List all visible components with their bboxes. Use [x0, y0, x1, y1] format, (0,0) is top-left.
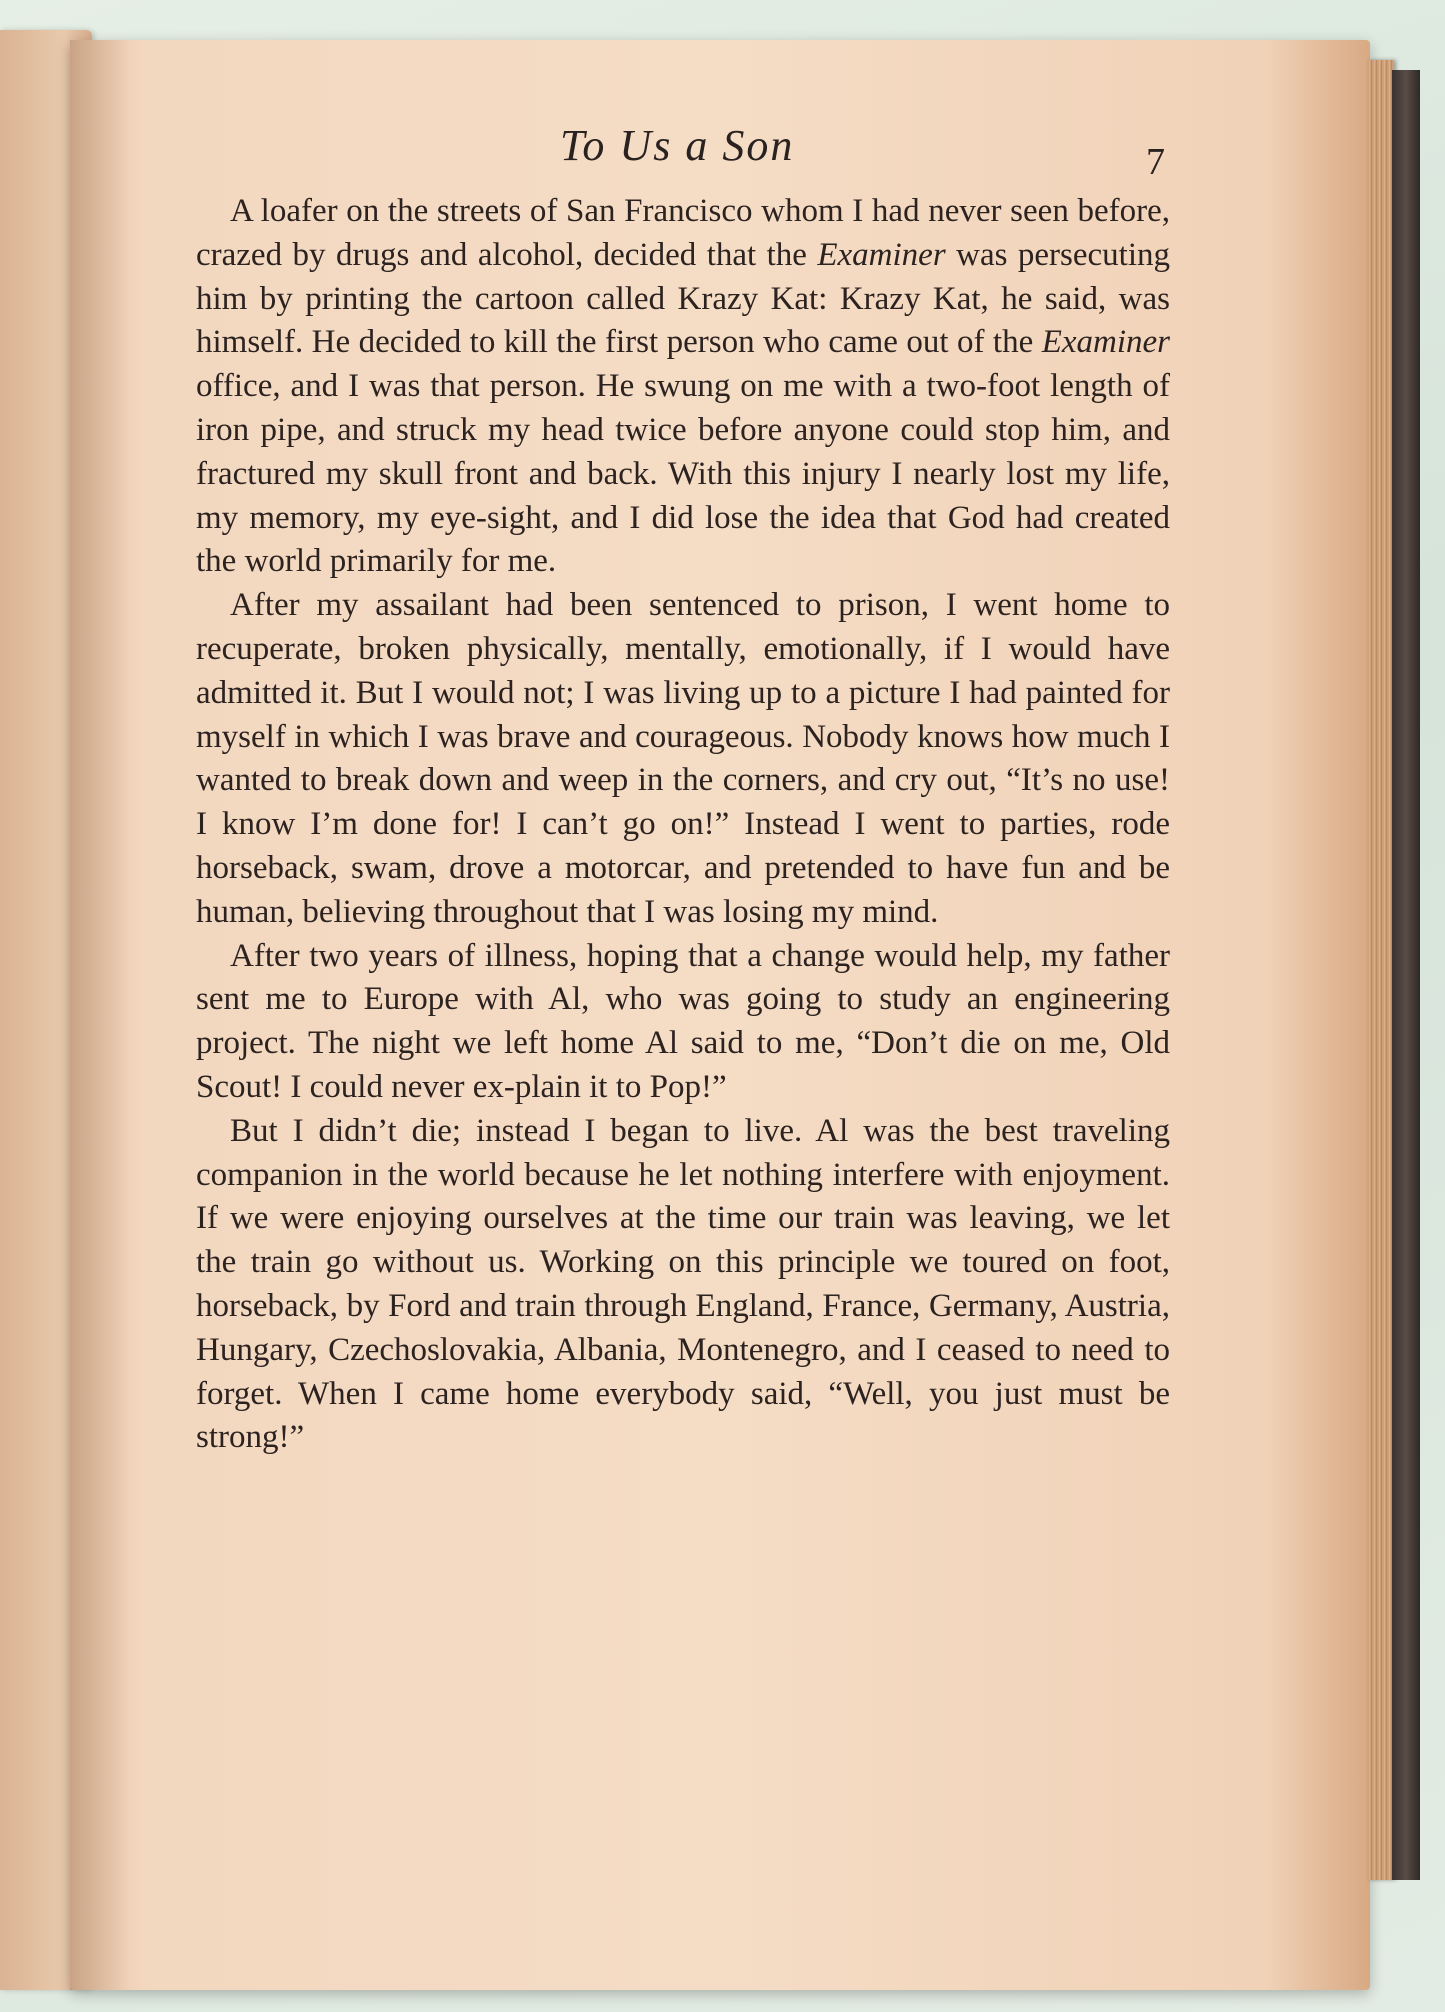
page-block-edge	[1368, 60, 1394, 1880]
paragraph-3: After two years of illness, hoping that a change would help, my father sent me to Europe with Al, who was going to study an engineering project. The night we left home Al said to me, “Don’t die on me, Old Scout! I could never ex-plain it to Pop!”	[196, 937, 1170, 1105]
page-number: 7	[1146, 141, 1165, 183]
paragraph-2: After my assailant had been sentenced to prison, I went home to recuperate, broken physically, mentally, emotionally, if I would have admitted it. But I would not; I was living up to a picture I had painted for myself in which I was brave and courageous. Nobody knows how much I wanted to break down and weep in the corners, and cry out, “It’s no use! I know I’m done for! I can’t go on!” Instead I went to parties, rode horseback, swam, drove a motorcar, and pretended to have fun and be human, believing throughout that I was losing my mind.	[196, 587, 1170, 930]
newspaper-title: Examiner	[1041, 324, 1170, 361]
paragraph-4: But I didn’t die; instead I began to live. Al was the best traveling companion in the world because he let nothing interfere with enjoyment. If we were enjoying ourselves at the time our train was leaving, we let the train go without us. Working on this principle we toured on foot, horseback, by Ford and train through England, France, Germany, Austria, Hungary, Czechoslovakia, Albania, Montenegro, and I ceased to need to forget. When I came home everybody said, “Well, you just must be strong!”	[196, 1112, 1170, 1456]
body-text	[196, 190, 1170, 1460]
running-title: To Us a Son	[560, 121, 795, 170]
book-cover-edge	[1392, 70, 1420, 1880]
newspaper-title: Examiner	[817, 236, 946, 273]
paragraph-1: A loafer on the streets of San Francisco whom I had never seen before, crazed by drugs and alcohol, decided that the Examiner was persecuting him by printing the cartoon called Krazy Kat: Krazy Kat, he said, was himself. He decided to kill the first person who came out of the Examiner office, and I was that person. He swung on me with a two-foot length of iron pipe, and struck my head twice before anyone could stop him, and fractured my skull front and back. With this injury I nearly lost my life, my memory, my eye-sight, and I did lose the idea that God had created the world primarily for me.	[196, 193, 1170, 580]
